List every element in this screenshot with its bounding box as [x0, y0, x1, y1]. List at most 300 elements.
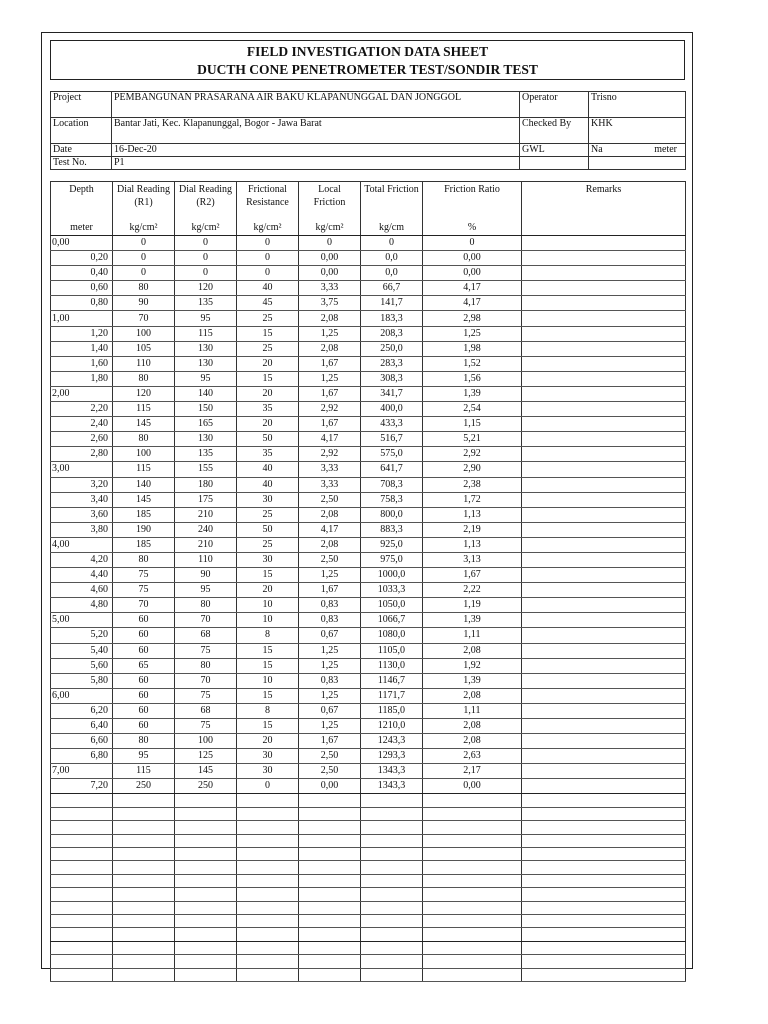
table-row	[51, 356, 686, 371]
empty-cell	[423, 888, 522, 901]
dial-reading-r2-cell: 95	[175, 371, 237, 386]
empty-cell	[423, 848, 522, 861]
remarks-cell	[522, 386, 686, 401]
empty-cell	[175, 834, 237, 847]
table-row	[51, 734, 686, 749]
dial-reading-r1-cell: 60	[113, 643, 175, 658]
remarks-cell	[522, 779, 686, 794]
dial-reading-r1-cell: 90	[113, 296, 175, 311]
empty-cell	[361, 861, 423, 874]
friction-ratio-cell: 2,22	[423, 583, 522, 598]
empty-cell	[361, 834, 423, 847]
empty-cell	[423, 914, 522, 927]
local-friction-cell: 0,83	[299, 598, 361, 613]
empty-cell	[361, 955, 423, 968]
frictional-resistance-cell: 15	[237, 658, 299, 673]
frictional-resistance-cell: 35	[237, 447, 299, 462]
empty-cell	[361, 848, 423, 861]
empty-cell	[423, 861, 522, 874]
total-friction-cell: 1185,0	[361, 703, 423, 718]
table-row	[51, 371, 686, 386]
local-friction-cell: 2,08	[299, 537, 361, 552]
frictional-resistance-cell: 15	[237, 688, 299, 703]
table-row	[51, 326, 686, 341]
remarks-cell	[522, 356, 686, 371]
local-friction-cell: 0,67	[299, 628, 361, 643]
empty-cell	[299, 928, 361, 941]
dial-reading-r1-cell: 60	[113, 688, 175, 703]
empty-cell	[51, 848, 113, 861]
location-value: Bantar Jati, Kec. Klapanunggal, Bogor - Jawa Barat	[112, 118, 520, 144]
location-label: Location	[51, 118, 112, 144]
table-row	[51, 341, 686, 356]
depth-cell: 4,40	[51, 568, 113, 583]
total-friction-cell: 516,7	[361, 432, 423, 447]
empty-cell	[522, 955, 686, 968]
table-row	[51, 281, 686, 296]
gwl-value: Na	[591, 144, 603, 155]
empty-cell	[237, 928, 299, 941]
empty-cell	[51, 861, 113, 874]
dial-reading-r1-cell: 60	[113, 628, 175, 643]
depth-cell: 2,00	[51, 386, 113, 401]
empty-cell	[423, 794, 522, 807]
header-dial-reading-r1: Dial Reading (R1)	[113, 182, 175, 222]
local-friction-cell: 0,00	[299, 266, 361, 281]
local-friction-cell: 1,25	[299, 658, 361, 673]
empty-cell	[361, 968, 423, 981]
friction-ratio-cell: 2,90	[423, 462, 522, 477]
dial-reading-r1-cell: 95	[113, 749, 175, 764]
local-friction-cell: 2,08	[299, 311, 361, 326]
total-friction-cell: 1293,3	[361, 749, 423, 764]
table-row	[51, 583, 686, 598]
total-friction-cell: 575,0	[361, 447, 423, 462]
empty-cell	[299, 955, 361, 968]
local-friction-cell: 2,50	[299, 492, 361, 507]
header-depth: Depth	[51, 182, 113, 222]
frictional-resistance-cell: 0	[237, 236, 299, 251]
local-friction-cell: 2,08	[299, 341, 361, 356]
dial-reading-r1-cell: 145	[113, 492, 175, 507]
dial-reading-r1-cell: 75	[113, 583, 175, 598]
empty-cell	[299, 901, 361, 914]
empty-cell	[522, 968, 686, 981]
empty-cell	[299, 794, 361, 807]
empty-cell	[361, 888, 423, 901]
dial-reading-r2-cell: 75	[175, 719, 237, 734]
empty-cell	[237, 807, 299, 820]
dial-reading-r1-cell: 110	[113, 356, 175, 371]
empty-cell	[522, 928, 686, 941]
blank-row	[51, 914, 686, 927]
project-info-table	[50, 91, 686, 170]
empty-cell	[423, 968, 522, 981]
depth-cell: 6,80	[51, 749, 113, 764]
friction-ratio-cell: 1,72	[423, 492, 522, 507]
dial-reading-r2-cell: 0	[175, 251, 237, 266]
dial-reading-r1-cell: 80	[113, 552, 175, 567]
dial-reading-r1-cell: 80	[113, 734, 175, 749]
table-row	[51, 447, 686, 462]
remarks-cell	[522, 719, 686, 734]
dial-reading-r2-cell: 140	[175, 386, 237, 401]
total-friction-cell: 308,3	[361, 371, 423, 386]
empty-cell	[51, 807, 113, 820]
total-friction-cell: 0,0	[361, 266, 423, 281]
local-friction-cell: 3,33	[299, 462, 361, 477]
remarks-cell	[522, 643, 686, 658]
table-row	[51, 719, 686, 734]
friction-ratio-cell: 1,39	[423, 386, 522, 401]
dial-reading-r2-cell: 70	[175, 613, 237, 628]
empty-cell	[51, 888, 113, 901]
depth-cell: 6,60	[51, 734, 113, 749]
empty-cell	[175, 848, 237, 861]
total-friction-cell: 925,0	[361, 537, 423, 552]
empty-cell	[520, 157, 589, 170]
header-remarks: Remarks	[522, 182, 686, 222]
empty-cell	[113, 914, 175, 927]
local-friction-cell: 2,50	[299, 552, 361, 567]
local-friction-cell: 3,33	[299, 281, 361, 296]
empty-cell	[237, 821, 299, 834]
empty-cell	[423, 955, 522, 968]
blank-row	[51, 794, 686, 807]
table-row	[51, 764, 686, 779]
dial-reading-r1-cell: 185	[113, 537, 175, 552]
frictional-resistance-cell: 20	[237, 583, 299, 598]
friction-ratio-cell: 5,21	[423, 432, 522, 447]
empty-cell	[113, 834, 175, 847]
frictional-resistance-cell: 35	[237, 402, 299, 417]
dial-reading-r2-cell: 130	[175, 341, 237, 356]
depth-cell: 2,60	[51, 432, 113, 447]
empty-cell	[361, 821, 423, 834]
dial-reading-r1-cell: 105	[113, 341, 175, 356]
table-row	[51, 236, 686, 251]
empty-cell	[237, 955, 299, 968]
frictional-resistance-cell: 20	[237, 734, 299, 749]
empty-cell	[237, 861, 299, 874]
empty-cell	[589, 157, 686, 170]
local-friction-cell: 3,75	[299, 296, 361, 311]
empty-cell	[175, 968, 237, 981]
dial-reading-r1-cell: 120	[113, 386, 175, 401]
remarks-cell	[522, 764, 686, 779]
table-row	[51, 688, 686, 703]
friction-ratio-cell: 3,13	[423, 552, 522, 567]
remarks-cell	[522, 236, 686, 251]
empty-cell	[113, 848, 175, 861]
remarks-cell	[522, 613, 686, 628]
remarks-cell	[522, 703, 686, 718]
blank-row	[51, 861, 686, 874]
local-friction-cell: 3,33	[299, 477, 361, 492]
sheet-subtitle: DUCTH CONE PENETROMETER TEST/SONDIR TEST	[197, 62, 538, 77]
frictional-resistance-cell: 50	[237, 432, 299, 447]
remarks-cell	[522, 462, 686, 477]
dial-reading-r2-cell: 125	[175, 749, 237, 764]
empty-cell	[51, 901, 113, 914]
empty-cell	[51, 834, 113, 847]
dial-reading-r2-cell: 75	[175, 643, 237, 658]
dial-reading-r2-cell: 115	[175, 326, 237, 341]
dial-reading-r2-cell: 180	[175, 477, 237, 492]
table-row	[51, 402, 686, 417]
depth-cell: 4,00	[51, 537, 113, 552]
dial-reading-r1-cell: 100	[113, 447, 175, 462]
blank-row	[51, 968, 686, 981]
dial-reading-r1-cell: 65	[113, 658, 175, 673]
local-friction-cell: 0	[299, 236, 361, 251]
empty-cell	[299, 848, 361, 861]
total-friction-cell: 800,0	[361, 507, 423, 522]
dial-reading-r2-cell: 95	[175, 311, 237, 326]
depth-cell: 0,20	[51, 251, 113, 266]
table-row	[51, 432, 686, 447]
local-friction-cell: 1,67	[299, 734, 361, 749]
friction-ratio-cell: 1,13	[423, 507, 522, 522]
date-value: 16-Dec-20	[112, 144, 520, 157]
empty-cell	[175, 794, 237, 807]
local-friction-cell: 1,67	[299, 386, 361, 401]
table-row	[51, 673, 686, 688]
frictional-resistance-cell: 40	[237, 281, 299, 296]
dial-reading-r1-cell: 115	[113, 402, 175, 417]
empty-cell	[237, 968, 299, 981]
depth-cell: 0,40	[51, 266, 113, 281]
frictional-resistance-cell: 30	[237, 492, 299, 507]
dial-reading-r2-cell: 155	[175, 462, 237, 477]
remarks-cell	[522, 477, 686, 492]
dial-reading-r1-cell: 80	[113, 281, 175, 296]
frictional-resistance-cell: 8	[237, 703, 299, 718]
depth-cell: 3,00	[51, 462, 113, 477]
table-row	[51, 296, 686, 311]
dial-reading-r2-cell: 210	[175, 507, 237, 522]
sondir-data-table	[50, 181, 686, 982]
empty-cell	[51, 928, 113, 941]
empty-cell	[51, 941, 113, 954]
total-friction-cell: 250,0	[361, 341, 423, 356]
dial-reading-r1-cell: 75	[113, 568, 175, 583]
depth-cell: 5,60	[51, 658, 113, 673]
empty-cell	[113, 861, 175, 874]
depth-cell: 1,60	[51, 356, 113, 371]
total-friction-cell: 1080,0	[361, 628, 423, 643]
empty-cell	[299, 888, 361, 901]
friction-ratio-cell: 1,13	[423, 537, 522, 552]
dial-reading-r1-cell: 115	[113, 462, 175, 477]
empty-cell	[423, 834, 522, 847]
table-row	[51, 522, 686, 537]
dial-reading-r2-cell: 210	[175, 537, 237, 552]
dial-reading-r1-cell: 185	[113, 507, 175, 522]
local-friction-cell: 0,83	[299, 613, 361, 628]
empty-cell	[299, 834, 361, 847]
test-no-label: Test No.	[51, 157, 112, 170]
operator-label: Operator	[520, 92, 589, 118]
friction-ratio-cell: 2,08	[423, 643, 522, 658]
total-friction-cell: 1105,0	[361, 643, 423, 658]
blank-row	[51, 928, 686, 941]
table-row	[51, 537, 686, 552]
local-friction-cell: 0,67	[299, 703, 361, 718]
local-friction-cell: 1,25	[299, 371, 361, 386]
dial-reading-r2-cell: 250	[175, 779, 237, 794]
friction-ratio-cell: 1,67	[423, 568, 522, 583]
empty-cell	[361, 941, 423, 954]
blank-row	[51, 834, 686, 847]
empty-cell	[113, 901, 175, 914]
dial-reading-r2-cell: 90	[175, 568, 237, 583]
empty-cell	[299, 861, 361, 874]
depth-cell: 7,00	[51, 764, 113, 779]
blank-row	[51, 807, 686, 820]
empty-cell	[522, 874, 686, 887]
empty-cell	[522, 888, 686, 901]
local-friction-cell: 1,25	[299, 326, 361, 341]
header-frictional-resistance: Frictional Resistance	[237, 182, 299, 222]
empty-cell	[423, 928, 522, 941]
table-row	[51, 613, 686, 628]
empty-cell	[113, 888, 175, 901]
frictional-resistance-cell: 8	[237, 628, 299, 643]
table-row	[51, 779, 686, 794]
empty-cell	[51, 794, 113, 807]
dial-reading-r1-cell: 70	[113, 598, 175, 613]
dial-reading-r1-cell: 60	[113, 613, 175, 628]
table-row	[51, 749, 686, 764]
local-friction-cell: 2,50	[299, 749, 361, 764]
total-friction-cell: 141,7	[361, 296, 423, 311]
table-row	[51, 386, 686, 401]
empty-cell	[361, 794, 423, 807]
dial-reading-r2-cell: 175	[175, 492, 237, 507]
table-row	[51, 628, 686, 643]
frictional-resistance-cell: 20	[237, 356, 299, 371]
remarks-cell	[522, 341, 686, 356]
remarks-cell	[522, 583, 686, 598]
table-row	[51, 598, 686, 613]
remarks-cell	[522, 598, 686, 613]
empty-cell	[522, 914, 686, 927]
empty-cell	[423, 941, 522, 954]
remarks-cell	[522, 522, 686, 537]
units-row	[51, 221, 686, 236]
total-friction-cell: 1243,3	[361, 734, 423, 749]
table-row	[51, 492, 686, 507]
empty-cell	[113, 821, 175, 834]
dial-reading-r2-cell: 0	[175, 236, 237, 251]
gwl-unit: meter	[654, 144, 677, 155]
unit-local-friction: kg/cm²	[299, 221, 361, 236]
table-row	[51, 417, 686, 432]
depth-cell: 5,40	[51, 643, 113, 658]
empty-cell	[423, 807, 522, 820]
depth-cell: 5,80	[51, 673, 113, 688]
total-friction-cell: 66,7	[361, 281, 423, 296]
total-friction-cell: 758,3	[361, 492, 423, 507]
remarks-cell	[522, 432, 686, 447]
friction-ratio-cell: 2,08	[423, 734, 522, 749]
empty-cell	[237, 941, 299, 954]
total-friction-cell: 708,3	[361, 477, 423, 492]
empty-cell	[237, 834, 299, 847]
empty-cell	[175, 941, 237, 954]
empty-cell	[175, 888, 237, 901]
table-row	[51, 568, 686, 583]
empty-cell	[361, 874, 423, 887]
total-friction-cell: 208,3	[361, 326, 423, 341]
table-row	[51, 658, 686, 673]
dial-reading-r2-cell: 68	[175, 703, 237, 718]
dial-reading-r2-cell: 120	[175, 281, 237, 296]
local-friction-cell: 0,00	[299, 251, 361, 266]
project-label: Project	[51, 92, 112, 118]
total-friction-cell: 1343,3	[361, 764, 423, 779]
empty-cell	[51, 821, 113, 834]
empty-cell	[175, 861, 237, 874]
empty-cell	[51, 914, 113, 927]
total-friction-cell: 1066,7	[361, 613, 423, 628]
local-friction-cell: 1,25	[299, 568, 361, 583]
depth-cell: 1,40	[51, 341, 113, 356]
total-friction-cell: 883,3	[361, 522, 423, 537]
total-friction-cell: 1033,3	[361, 583, 423, 598]
empty-cell	[175, 807, 237, 820]
empty-cell	[423, 821, 522, 834]
total-friction-cell: 1000,0	[361, 568, 423, 583]
frictional-resistance-cell: 15	[237, 371, 299, 386]
local-friction-cell: 4,17	[299, 522, 361, 537]
friction-ratio-cell: 2,92	[423, 447, 522, 462]
friction-ratio-cell: 1,11	[423, 703, 522, 718]
total-friction-cell: 283,3	[361, 356, 423, 371]
empty-cell	[237, 914, 299, 927]
dial-reading-r2-cell: 0	[175, 266, 237, 281]
total-friction-cell: 975,0	[361, 552, 423, 567]
empty-cell	[522, 901, 686, 914]
sheet-title: FIELD INVESTIGATION DATA SHEET	[246, 44, 489, 59]
depth-cell: 6,00	[51, 688, 113, 703]
local-friction-cell: 1,67	[299, 583, 361, 598]
dial-reading-r1-cell: 0	[113, 251, 175, 266]
operator-value: Trisno	[589, 92, 686, 118]
dial-reading-r2-cell: 150	[175, 402, 237, 417]
empty-cell	[361, 807, 423, 820]
empty-cell	[51, 955, 113, 968]
empty-cell	[175, 914, 237, 927]
frictional-resistance-cell: 0	[237, 266, 299, 281]
depth-cell: 2,80	[51, 447, 113, 462]
frictional-resistance-cell: 45	[237, 296, 299, 311]
unit-frictional-resistance: kg/cm²	[237, 221, 299, 236]
empty-cell	[237, 901, 299, 914]
remarks-cell	[522, 628, 686, 643]
total-friction-cell: 1050,0	[361, 598, 423, 613]
depth-cell: 2,40	[51, 417, 113, 432]
friction-ratio-cell: 1,11	[423, 628, 522, 643]
local-friction-cell: 1,67	[299, 417, 361, 432]
header-row	[51, 182, 686, 222]
dial-reading-r1-cell: 0	[113, 236, 175, 251]
remarks-cell	[522, 537, 686, 552]
table-row	[51, 703, 686, 718]
dial-reading-r2-cell: 110	[175, 552, 237, 567]
empty-cell	[51, 874, 113, 887]
